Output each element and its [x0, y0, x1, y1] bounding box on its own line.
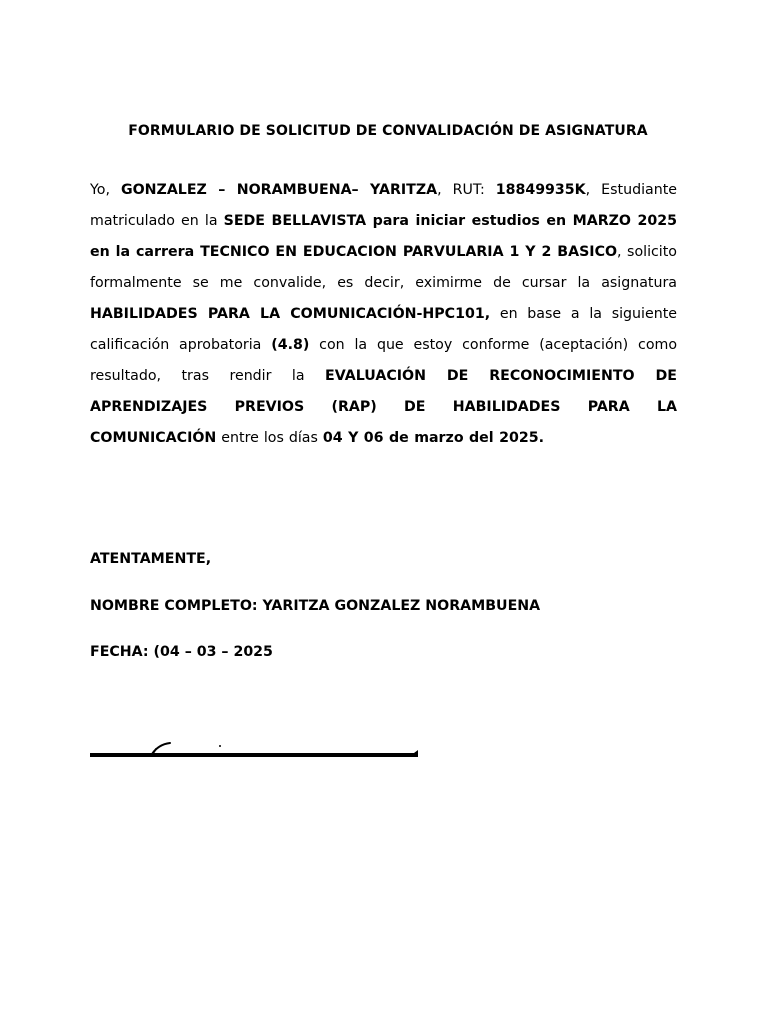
- paragraph-text-3: , Estudiante matriculado en la: [90, 182, 677, 229]
- signature-baseline: [90, 750, 418, 757]
- signature-dot: [219, 745, 221, 747]
- paragraph-text-5: en base a la siguiente calificación aprobatoria: [90, 306, 677, 353]
- paragraph-text-7: entre los días: [216, 430, 323, 446]
- subject-name: HABILIDADES PARA LA COMUNICACIÓN-HPC101,: [90, 306, 491, 322]
- paragraph-text-6: con la que estoy conforme (aceptación) como resultado, tras rendir la: [90, 337, 677, 384]
- document-title: FORMULARIO DE SOLICITUD DE CONVALIDACIÓN DE ASIGNATURA: [128, 123, 648, 139]
- paragraph-text-4: , solicito formalmente se me convalide, es decir, eximirme de cursar la asignatura: [90, 244, 677, 291]
- evaluation-dates: 04 Y 06 de marzo del 2025.: [322, 430, 544, 446]
- paragraph-text-2: , RUT:: [437, 182, 496, 198]
- grade-value: (4.8): [271, 337, 310, 353]
- evaluation-name: EVALUACIÓN DE RECONOCIMIENTO DE APRENDIZAJES PREVIOS (RAP) DE HABILIDADES PARA LA COMUNICACIÓN: [90, 368, 677, 446]
- paragraph-text-1: Yo,: [90, 182, 121, 198]
- closing-salutation: ATENTAMENTE,: [90, 551, 212, 567]
- signature-mark: [90, 738, 420, 760]
- date-line: FECHA: (04 – 03 – 2025: [90, 644, 273, 660]
- student-rut: 18849935K: [495, 182, 586, 198]
- campus-and-program: SEDE BELLAVISTA para iniciar estudios en MARZO 2025 en la carrera TECNICO EN EDUCACION PARVULARIA 1 Y 2 BASICO: [90, 213, 677, 260]
- full-name-line: NOMBRE COMPLETO: YARITZA GONZALEZ NORAMBUENA: [90, 598, 541, 614]
- student-name: GONZALEZ – NORAMBUENA– YARITZA: [120, 182, 438, 198]
- request-paragraph: [90, 175, 677, 454]
